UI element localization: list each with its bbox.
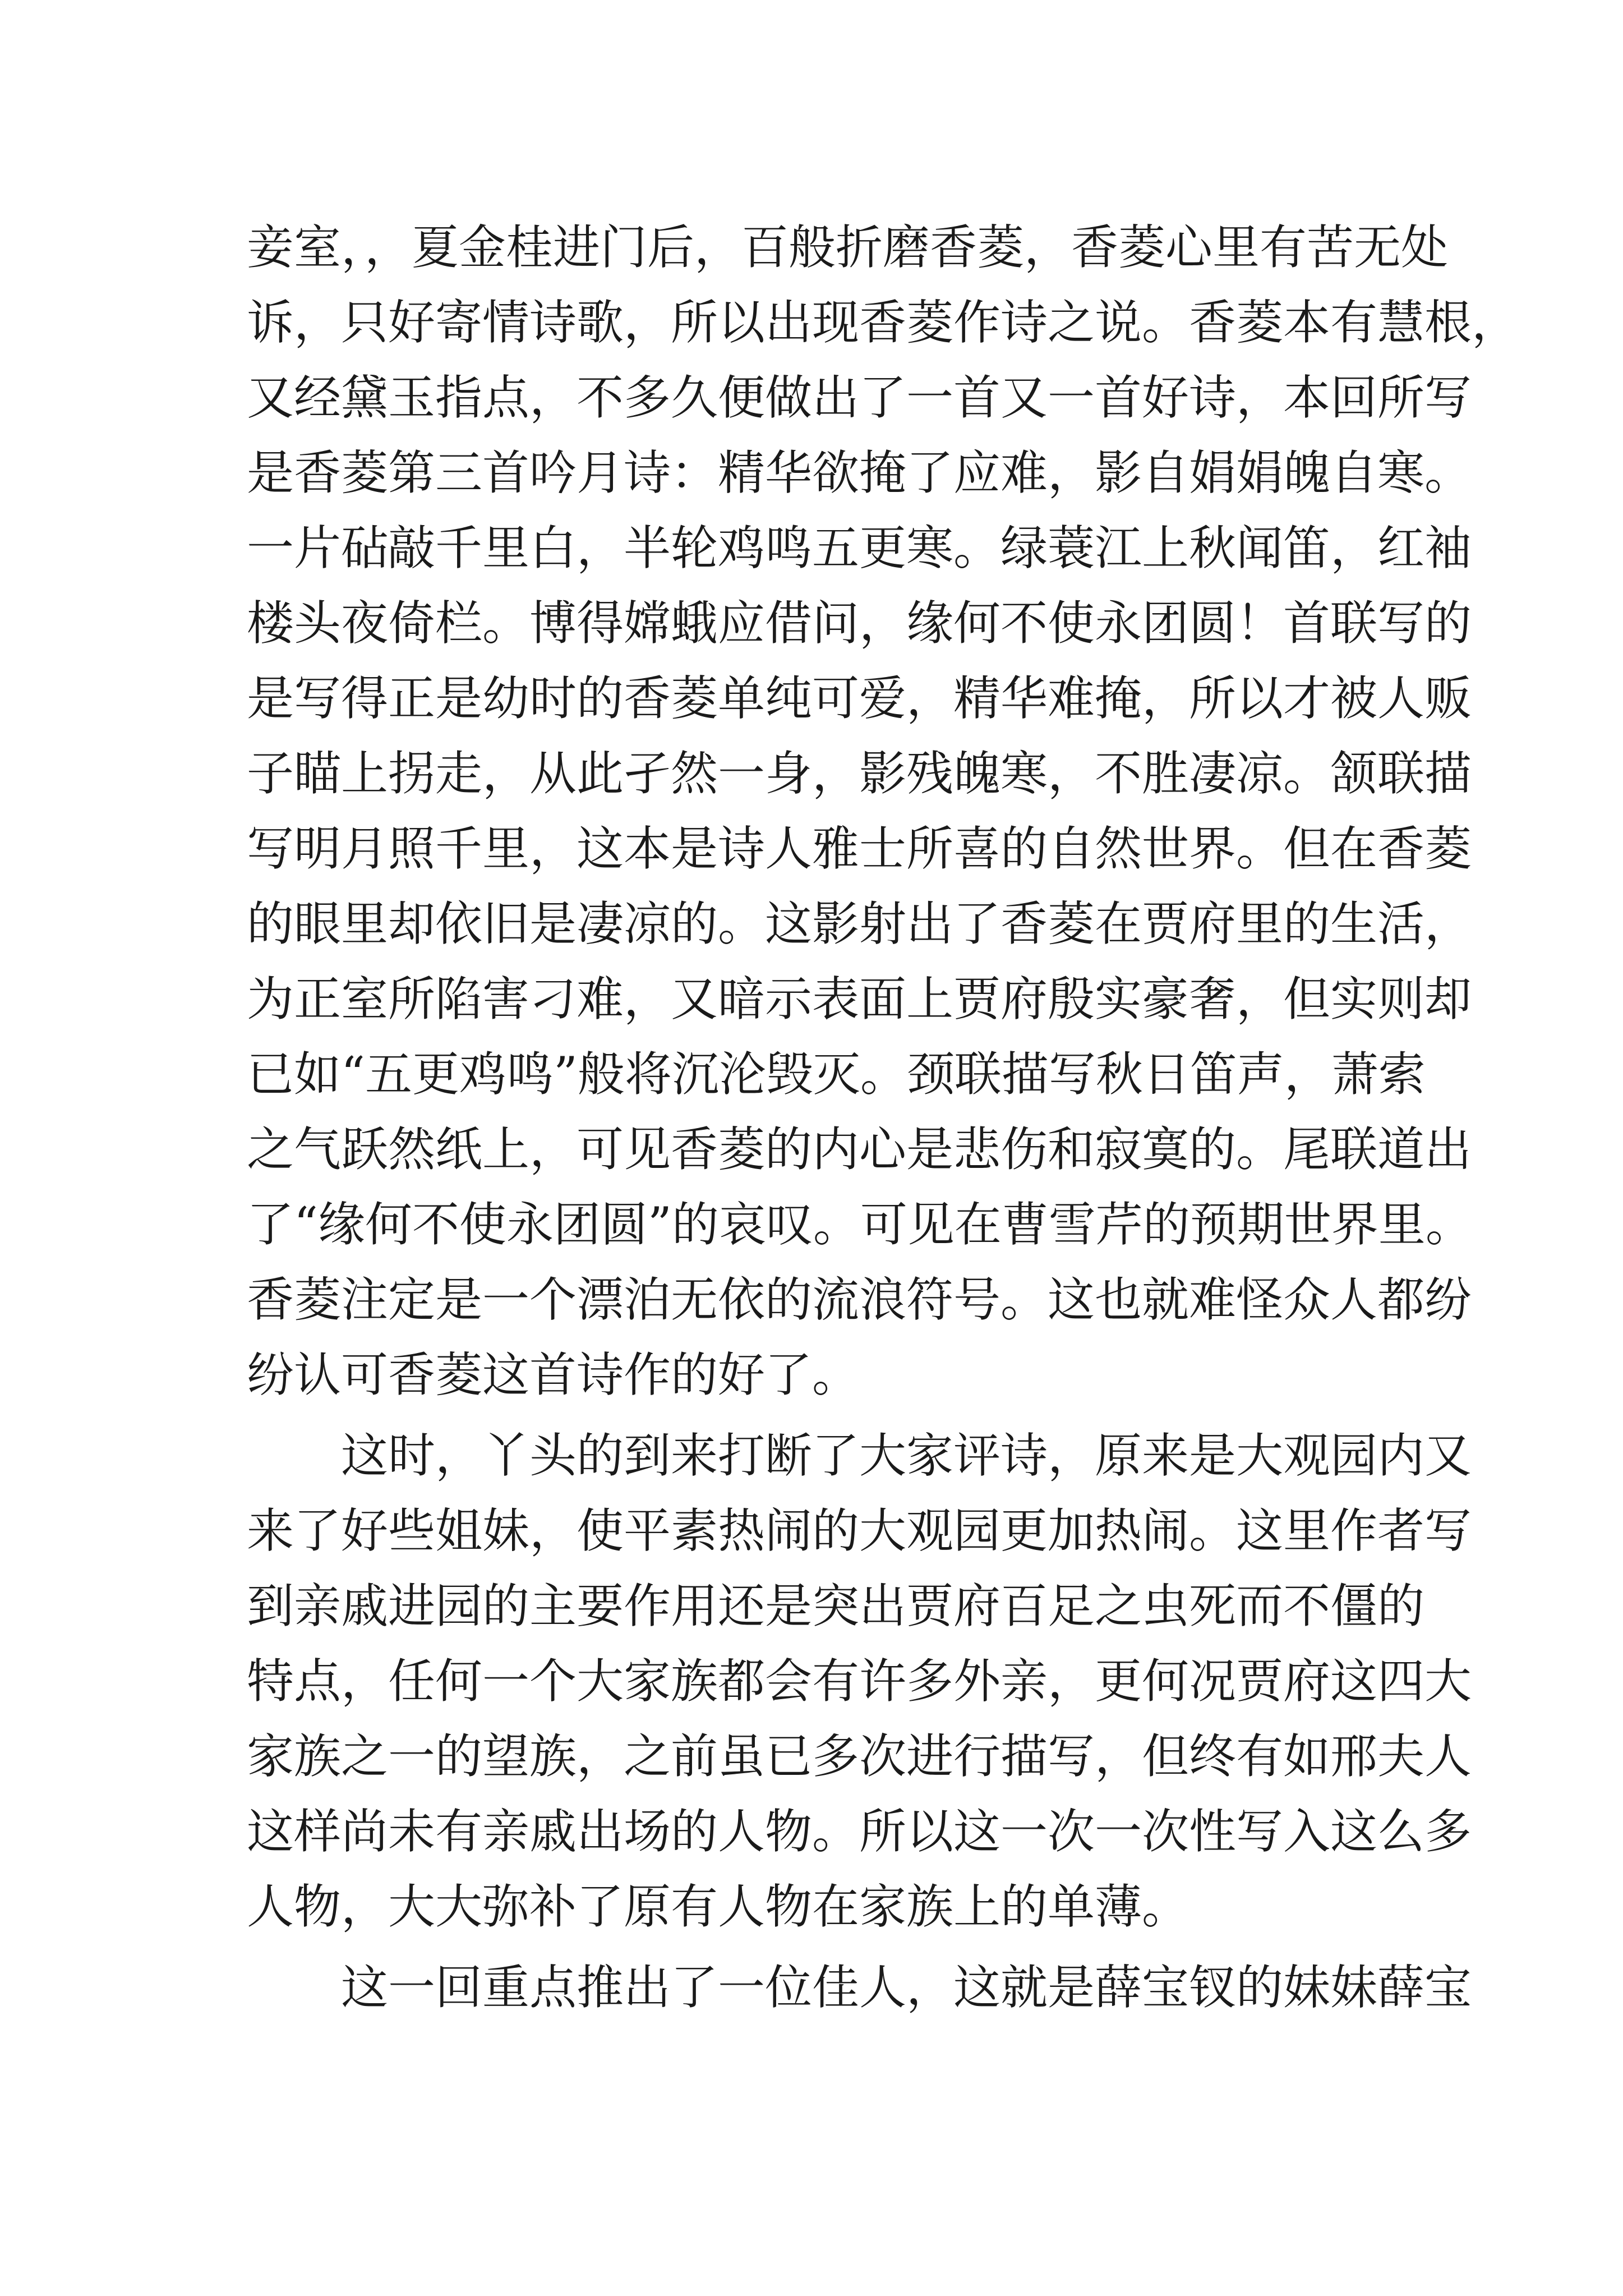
text-line: 香菱注定是一个漂泊无依的流浪符号。这也就难怪众人都纷 (247, 1272, 1472, 1327)
text-line: 已如“五更鸡鸣”般将沉沦毁灭。颈联描写秋日笛声，萧索 (247, 1047, 1426, 1102)
paragraph-gap (247, 1412, 1391, 1418)
paragraph-gap (247, 1944, 1391, 1950)
paragraph-1 (247, 210, 1519, 1412)
paragraph-2 (247, 1418, 1472, 1944)
text-line: 之气跃然纸上，可见香菱的内心是悲伤和寂寞的。尾联道出 (247, 1122, 1472, 1177)
text-line: 妾室，，夏金桂进门后，百般折磨香菱，香菱心里有苦无处 (247, 220, 1449, 275)
text-line: 特点，任何一个大家族都会有许多外亲，更何况贾府这四大 (247, 1654, 1472, 1709)
text-line: 来了好些姐妹，使平素热闹的大观园更加热闹。这里作者写 (247, 1503, 1472, 1558)
text-line: 这时，丫头的到来打断了大家评诗，原来是大观园内又 (341, 1428, 1472, 1483)
document-body (247, 210, 1519, 2025)
text-line: 子瞄上拐走，从此孑然一身，影残魄寒，不胜凄凉。颔联描 (247, 746, 1472, 801)
text-line: 是香菱第三首吟月诗：精华欲掩了应难，影自娟娟魄自寒。 (247, 445, 1472, 500)
text-line: 一片砧敲千里白，半轮鸡鸣五更寒。绿蓑江上秋闻笛，红袖 (247, 521, 1472, 576)
text-line: 纷认可香菱这首诗作的好了。 (247, 1347, 860, 1402)
text-line: 人物，大大弥补了原有人物在家族上的单薄。 (247, 1879, 1189, 1934)
text-line: 为正室所陷害刁难，又暗示表面上贾府殷实豪奢，但实则却 (247, 972, 1472, 1027)
paragraph-3 (247, 1950, 1472, 2025)
text-line: 了“缘何不使永团圆”的哀叹。可见在曹雪芹的预期世界里。 (247, 1197, 1473, 1252)
text-line: 这样尚未有亲戚出场的人物。所以这一次一次性写入这么多 (247, 1804, 1472, 1859)
text-line: 写明月照千里，这本是诗人雅士所喜的自然世界。但在香菱 (247, 821, 1472, 876)
text-line: 到亲戚进园的主要作用还是突出贾府百足之虫死而不僵的 (247, 1579, 1425, 1634)
text-line: 家族之一的望族，之前虽已多次进行描写，但终有如邢夫人 (247, 1729, 1472, 1784)
text-line: 又经黛玉指点，不多久便做出了一首又一首好诗，本回所写 (247, 370, 1472, 425)
text-line: 这一回重点推出了一位佳人，这就是薛宝钗的妹妹薛宝 (341, 1960, 1472, 2015)
text-line: 的眼里却依旧是凄凉的。这影射出了香菱在贾府里的生活， (247, 896, 1472, 951)
text-line: 诉，只好寄情诗歌，所以出现香菱作诗之说。香菱本有慧根， (247, 295, 1519, 350)
text-line: 是写得正是幼时的香菱单纯可爱，精华难掩，所以才被人贩 (247, 671, 1472, 726)
text-line: 楼头夜倚栏。博得嫦蛾应借问，缘何不使永团圆！首联写的 (247, 596, 1472, 651)
